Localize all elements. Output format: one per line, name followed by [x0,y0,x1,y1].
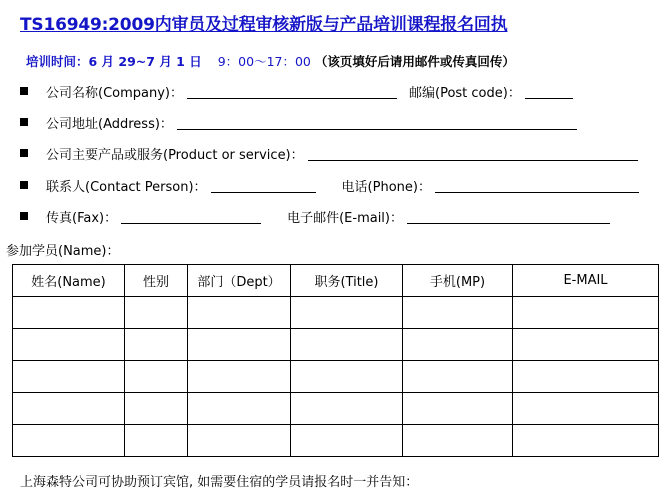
fax-label: 传真(Fax)： [46,210,118,226]
address-field[interactable] [177,115,577,130]
column-header-dept: 部门（Dept） [188,265,291,297]
contact-field[interactable] [211,178,316,193]
postcode-field[interactable] [525,84,573,99]
schedule-hours: 9：00～17：00 [217,54,311,69]
table-cell[interactable] [291,425,403,457]
table-cell[interactable] [403,393,513,425]
company-field[interactable] [187,84,397,99]
table-cell[interactable] [125,297,188,329]
table-cell[interactable] [188,393,291,425]
column-header-mobile: 手机(MP) [403,265,513,297]
column-header-gender: 性别 [125,265,188,297]
fax-row [20,206,610,226]
email-field[interactable] [407,209,610,224]
bullet-icon [20,181,28,189]
table-cell[interactable] [125,393,188,425]
contact-label: 联系人(Contact Person)： [46,179,207,195]
table-cell[interactable] [188,425,291,457]
schedule-label: 培训时间：6 月 29~7 月 1 日 [26,54,202,69]
hotel-note: 上海森特公司可协助预订宾馆, 如需要住宿的学员请报名时一并告知： [20,475,419,490]
table-cell[interactable] [188,361,291,393]
address-label: 公司地址(Address)： [46,116,173,132]
column-header-email: E-MAIL [513,265,659,297]
products-label: 公司主要产品或服务(Product or service)： [46,147,304,163]
attendee-table [12,264,659,457]
address-row [20,112,577,132]
table-cell[interactable] [291,393,403,425]
bullet-icon [20,118,28,126]
table-row [13,361,659,393]
table-cell[interactable] [13,297,125,329]
column-header-title: 职务(Title) [291,265,403,297]
schedule-note: （该页填好后请用邮件或传真回传） [314,54,515,69]
table-row [13,329,659,361]
bullet-icon [20,87,28,95]
fax-field[interactable] [121,209,261,224]
bullet-icon [20,212,28,220]
table-cell[interactable] [125,425,188,457]
table-cell[interactable] [188,329,291,361]
table-cell[interactable] [291,297,403,329]
table-row [13,425,659,457]
company-row [20,81,573,101]
table-cell[interactable] [513,297,659,329]
table-cell[interactable] [13,361,125,393]
table-cell[interactable] [125,329,188,361]
table-cell[interactable] [188,297,291,329]
training-schedule [26,52,515,70]
products-row [20,143,638,163]
table-cell[interactable] [403,297,513,329]
table-row [13,297,659,329]
table-row [13,393,659,425]
table-cell[interactable] [291,361,403,393]
table-cell[interactable] [403,329,513,361]
table-cell[interactable] [403,425,513,457]
table-cell[interactable] [291,329,403,361]
table-cell[interactable] [513,425,659,457]
table-cell[interactable] [13,329,125,361]
bullet-icon [20,149,28,157]
company-label: 公司名称(Company)： [46,85,183,101]
phone-label: 电话(Phone)： [341,179,431,195]
table-cell[interactable] [125,361,188,393]
products-field[interactable] [308,146,638,161]
column-header-name: 姓名(Name) [13,265,125,297]
contact-row [20,175,639,195]
page-title: TS16949:2009内审员及过程审核新版与产品培训课程报名回执 [20,15,508,35]
attendees-label: 参加学员(Name)： [6,244,120,259]
postcode-label: 邮编(Post code)： [409,85,521,101]
table-cell[interactable] [13,425,125,457]
table-cell[interactable] [13,393,125,425]
email-label: 电子邮件(E-mail)： [287,210,403,226]
table-header-row [13,265,659,297]
table-cell[interactable] [513,361,659,393]
table-cell[interactable] [513,393,659,425]
table-cell[interactable] [403,361,513,393]
phone-field[interactable] [435,178,639,193]
table-cell[interactable] [513,329,659,361]
